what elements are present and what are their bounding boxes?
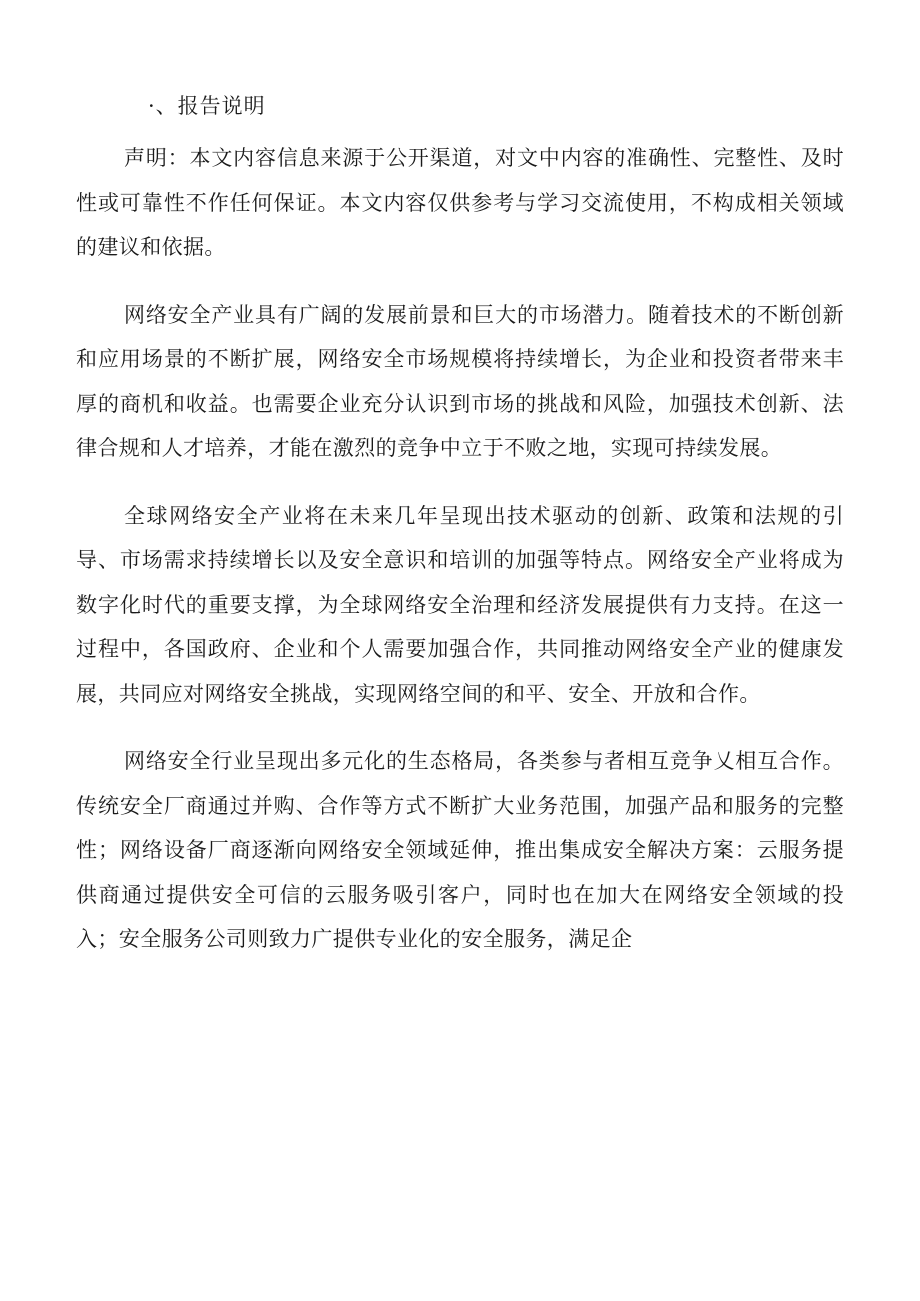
document-page [76,86,844,985]
section-heading: ·、报告说明 [148,94,266,118]
body-paragraph: 网络安全行业呈现出多元化的生态格局，各类参与者相互竞争乂相互合作。传统安全厂商通过并购、合作等方式不断扩大业务范围，加强产品和服务的完整性；网络设备厂商逐渐向网络安全领域延伸，推出集成安全解决方案：云服务提供商通过提供安全可信的云服务吸引客户，同时也在加大在网络安全领域的投入；安全服务公司则致力广提供专业化的安全服务，满足企 [76,749,844,951]
disclaimer-paragraph: 声明：本文内容信息来源于公开渠道，对文中内容的准确性、完整性、及时性或可靠性不作任何保证。本文内容仅供参考与学习交流使用，不构成相关领域的建议和依据。 [76,146,844,259]
body-paragraph: 全球网络安全产业将在未来几年呈现出技术驱动的创新、政策和法规的引导、市场需求持续增长以及安全意识和培训的加强等特点。网络安全产业将成为数字化时代的重要支撑，为全球网络安全治理和经济发展提供有力支持。在这一过程中，各国政府、企业和个人需要加强合作，共同推动网络安全产业的健康发展，共同应对网络安全挑战，实现网络空间的和平、安全、开放和合作。 [76,503,844,706]
body-paragraph: 网络安全产业具有广阔的发展前景和巨大的市场潜力。随着技术的不断创新和应用场景的不断扩展，网络安全市场规模将持续增长，为企业和投资者带来丰厚的商机和收益。也需要企业充分认识到市场的挑战和风险，加强技术创新、法律合规和人才培养，才能在激烈的竞争中立于不败之地，实现可持续发展。 [76,302,844,460]
